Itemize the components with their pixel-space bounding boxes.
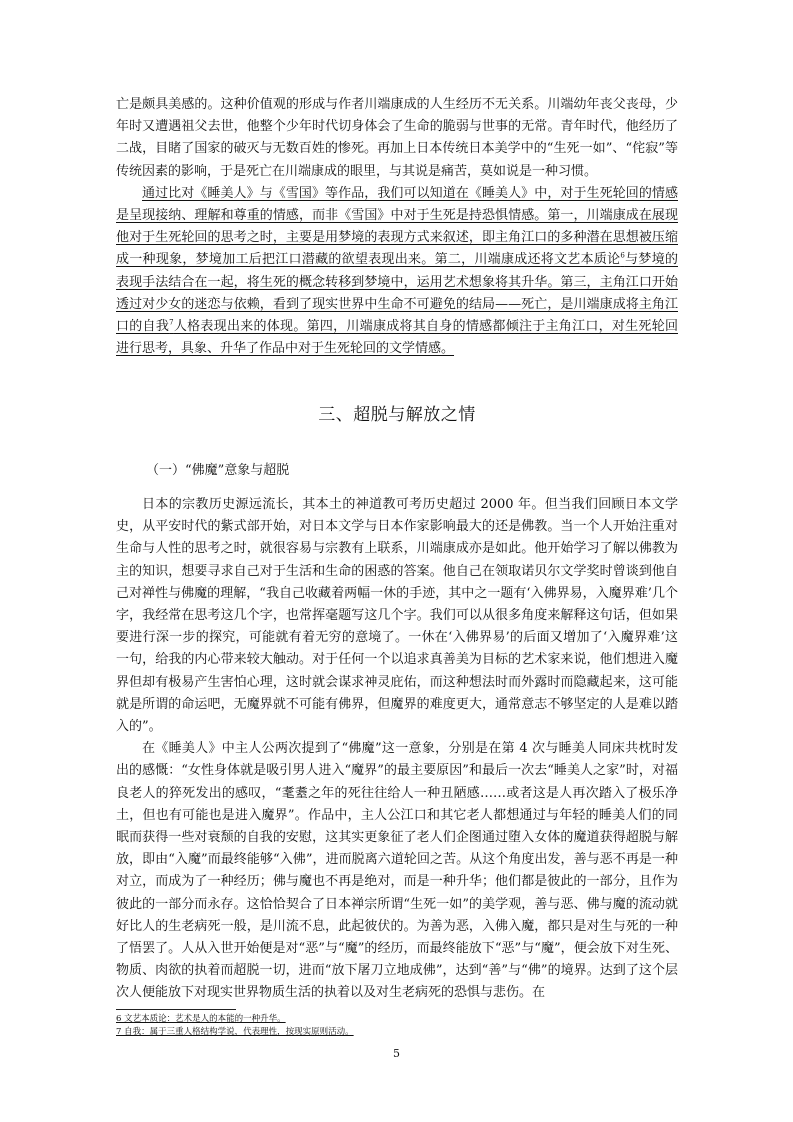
footnote-7: 7 自我：属于三重人格结构学说，代表理性，按现实原则活动。: [116, 1026, 354, 1037]
footnote-ref-7: 7: [169, 318, 174, 327]
subsection-title: （一）“佛魔”意象与超脱: [146, 463, 290, 478]
section-title: 三、超脱与解放之情: [318, 405, 476, 425]
paragraph-buddhism: 日本的宗教历史源远流长，其本土的神道教可考历史超过 2000 年。但当我们回顾日本文学史，从平安时代的紫式部开始，对日本文学与日本作家影响最大的还是佛教。当一个人开始注重对生命与人性的思考之时，就很容易与宗教有上联系，川端康成亦是如此。他开始学习了解以佛教为主的知识，想要寻求自己对于生活和生命的困惑的答案。他自己在领取诺贝尔文学奖时曾谈到他自己对禅性与佛魔的理解，“我自己收藏着两幅一休的手迹，其中之一题有‘入佛界易，入魔界难’几个字，我经常在思考这几个字，也常挥毫题写这几个字。我们可以从很多角度来解释这句话，但如果要进行深一步的探究，可能就有着无穷的意境了。一休在‘入佛界易’的后面又增加了‘入魔界难’这一句，给我的内心带来较大触动。对于任何一个以追求真善美为目标的艺术家来说，他们想进入魔界但却有极易产生害怕心理，这时就会谋求神灵庇佑，而这种想法时而外露时而隐藏起来，这可能就是所谓的命运吧，无魔界就不可能有佛界，但魔界的难度更大，通常意志不够坚定的人是难以踏入的”。: [116, 497, 678, 735]
underlined-part-1: 通过比对《睡美人》与《雪国》等作品，我们可以知道在《睡美人》中，对于生死轮回的情感是呈现接纳、理解和尊重的情感，而非《雪国》中对于生死是持恐惧情感。第一，川端康成在展现他对于生死轮回的思考之时，主要是用梦境的表现方式来叙述，即主角江口的多种潜在思想被压缩成一种现象，梦境加工后把江口潜藏的欲望表现出来。第二，川端康成还将文艺本质论: [116, 185, 678, 268]
body-text-top: [116, 94, 678, 360]
footnotes: [116, 1013, 354, 1038]
page-number: 5: [393, 1047, 400, 1060]
underlined-part-3: 人格表现出来的体现。第四，川端康成将其自身的情感都倾注于主角江口，对生死轮回进行思考，具象、升华了作品中对于生死轮回的文学情感。: [116, 319, 678, 357]
footnote-divider: [116, 1009, 236, 1010]
footnote-6: 6 文艺本质论：艺术是人的本能的一种升华。: [116, 1014, 286, 1024]
underlined-part-2: 与梦境的表现手法结合在一起，将生死的概念转移到梦境中，运用艺术想象将其升华。第三，主角江口开始透过对少女的迷恋与依赖，看到了现实世界中生命不可避免的结局——死亡，是川端康成将主角江口的自我: [116, 252, 678, 335]
paragraph-underlined: [116, 183, 678, 361]
paragraph-buddha-demon: 在《睡美人》中主人公两次提到了“佛魔”这一意象，分别是在第 4 次与睡美人同床共枕时发出的感慨：“女性身体就是吸引男人进入“魔界”的最主要原因”和最后一次去“睡美人之家”时，对福良老人的猝死发出的感叹，“耄耋之年的死往往给人一种丑陋感……或者这是人再次踏入了极乐净土，但也有可能也是进入魔界”。作品中，主人公江口和其它老人都想通过与年轻的睡美人们的同眠而获得一些对衰颓的自我的安慰，这其实更象征了老人们企图通过堕入女体的魔道获得超脱与解放，即由“入魔”而最终能够“入佛”，进而脱离六道轮回之苦。从这个角度出发，善与恶不再是一种对立，而成为了一种经历；佛与魔也不再是绝对，而是一种升华；他们都是彼此的一部分，且作为彼此的一部分而永存。这恰恰契合了日本禅宗所谓“生死一如”的美学观，善与恶、佛与魔的流动就好比人的生老病死一般，是川流不息，此起彼伏的。为善为恶，入佛入魔，都只是对生与死的一种了悟罢了。人从入世开始便是对“恶”与“魔”的经历，而最终能放下“恶”与“魔”，便会放下对生死、物质、肉欲的执着而超脱一切，进而“放下屠刀立地成佛”，达到“善”与“佛”的境界。达到了这个层次人便能放下对现实世界物质生活的执着以及对生老病死的恐惧与悲伤。在: [116, 741, 678, 1001]
body-text-bottom: [116, 494, 678, 1005]
paragraph-continuation: 亡是颇具美感的。这种价值观的形成与作者川端康成的人生经历不无关系。川端幼年丧父丧母，少年时又遭遇祖父去世，他整个少年时代切身体会了生命的脆弱与世事的无常。青年时代，他经历了二战，目睹了国家的破灭与无数百姓的惨死。再加上日本传统日本美学中的“生死一如”、“侘寂”等传统因素的影响，于是死亡在川端康成的眼里，与其说是痛苦，莫如说是一种习惯。: [116, 97, 678, 179]
footnote-ref-6: 6: [620, 252, 625, 261]
